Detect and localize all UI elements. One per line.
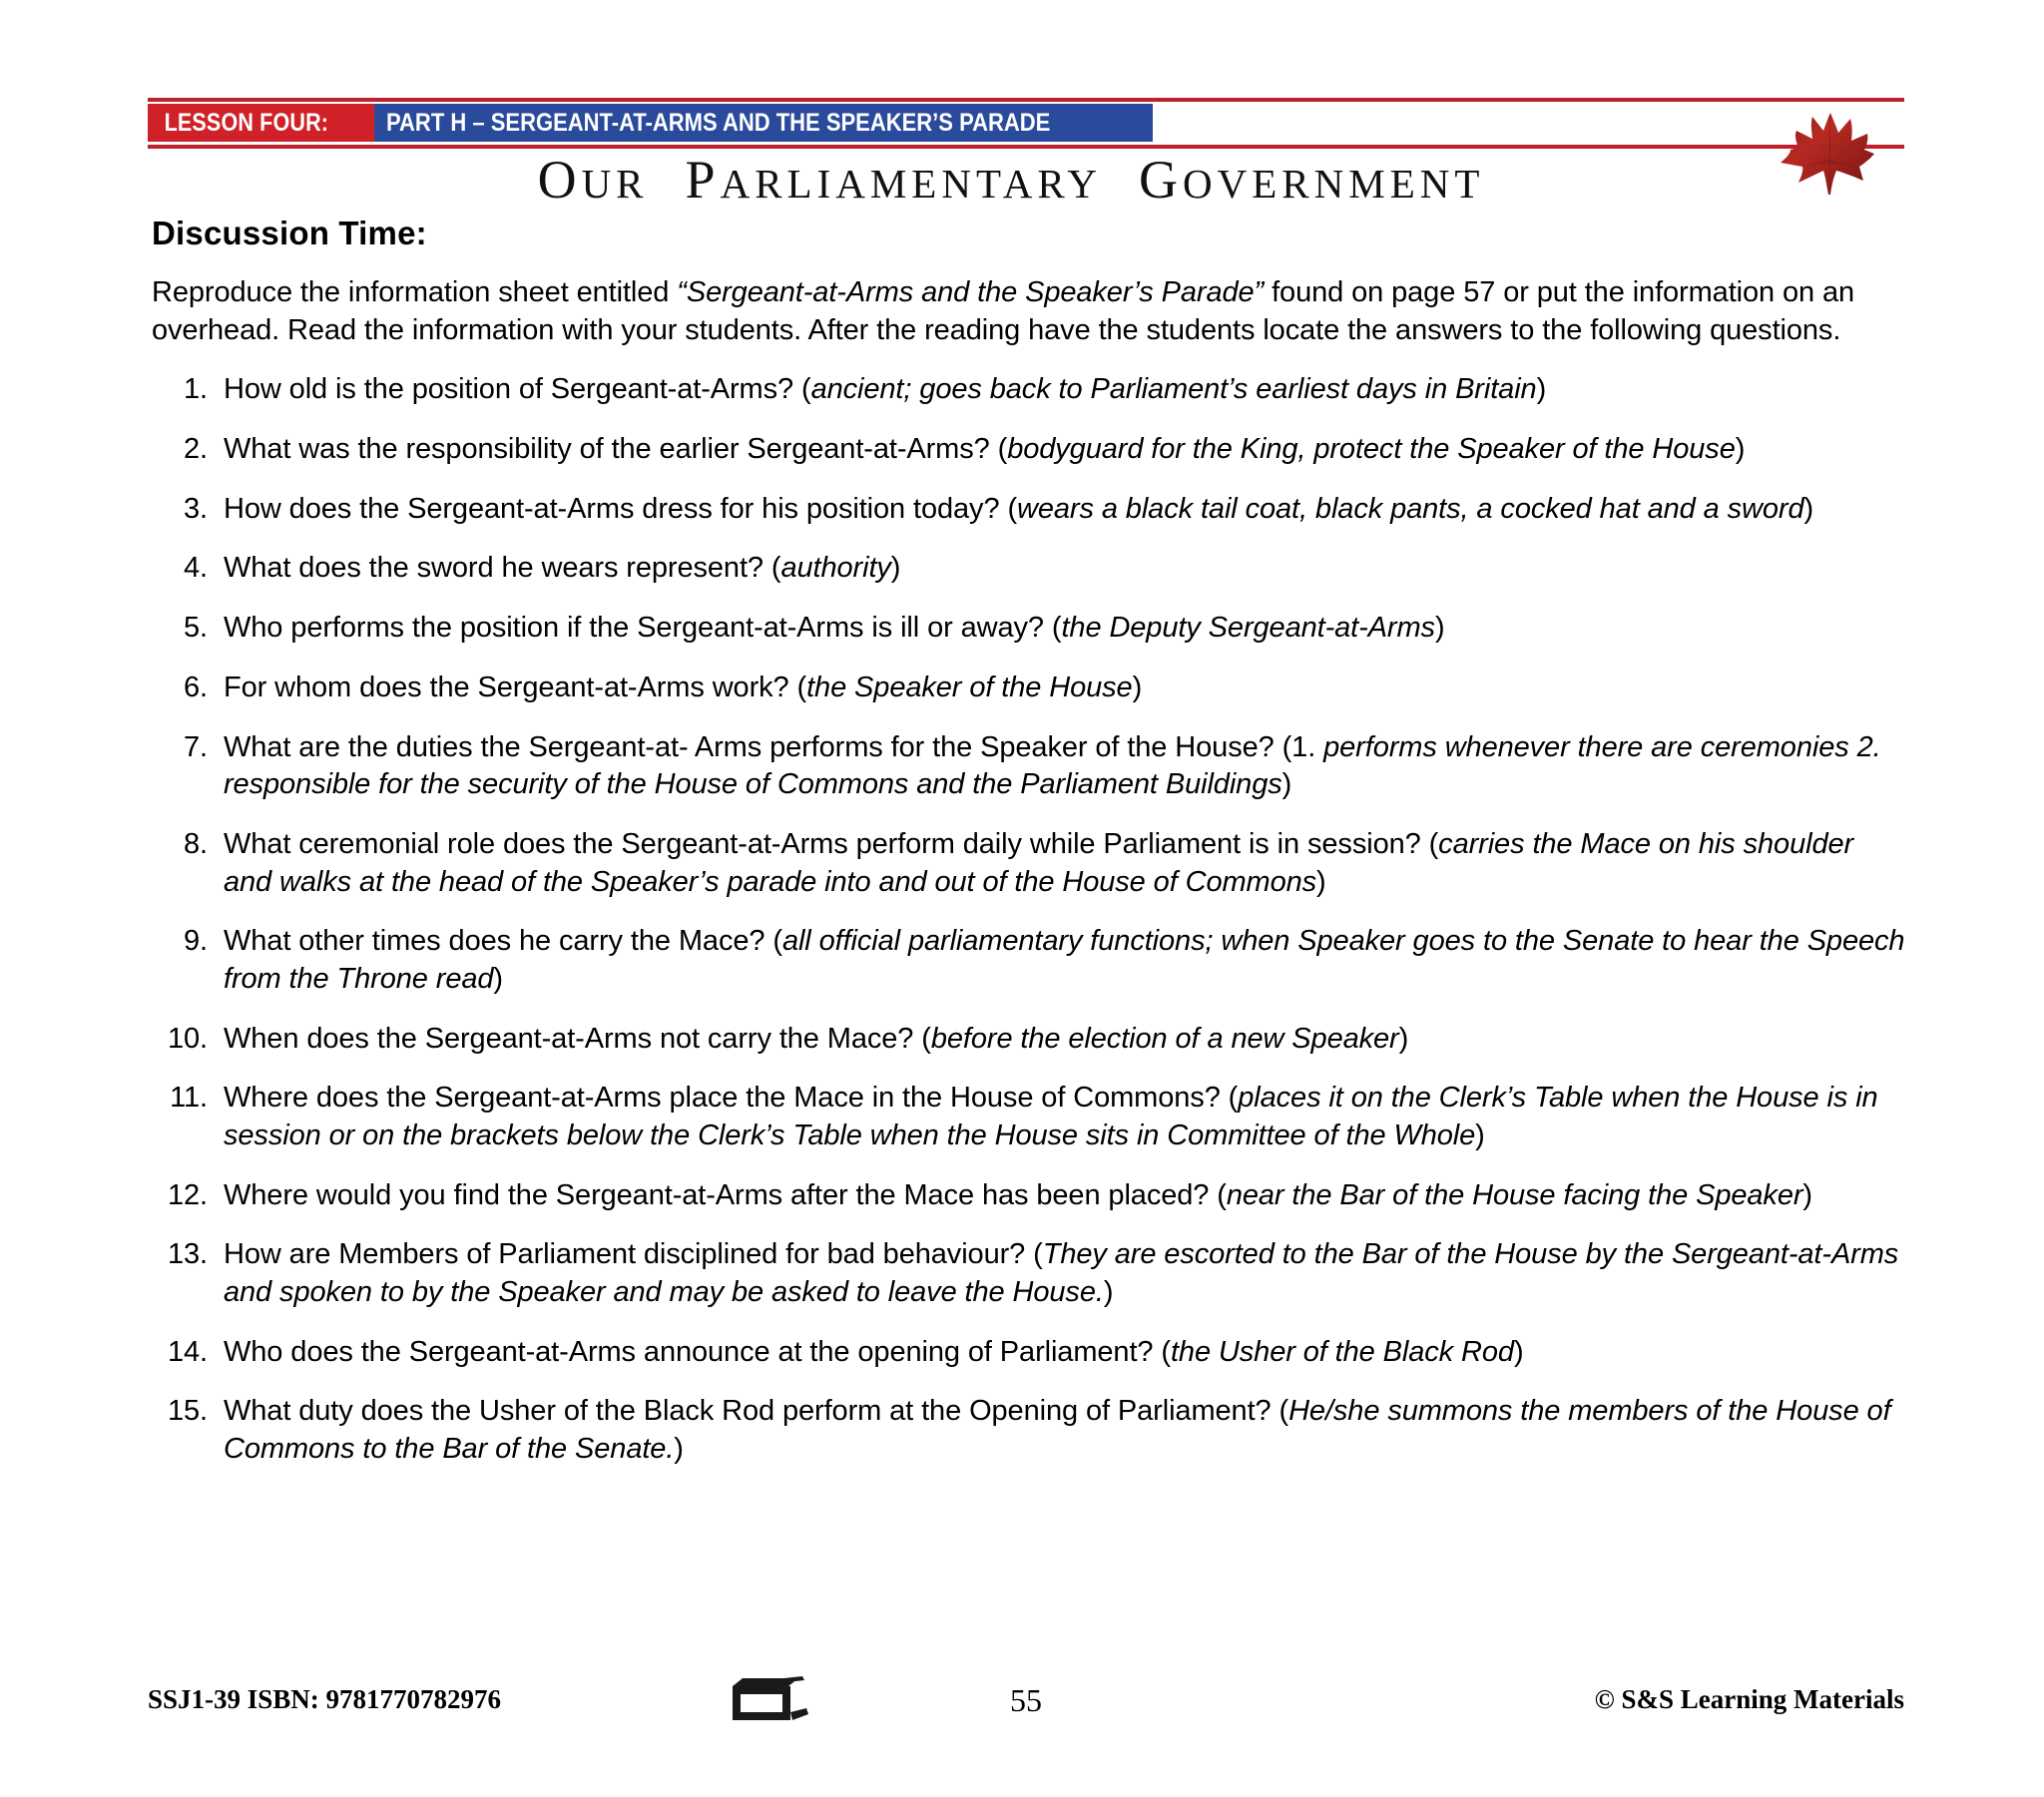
footer-copyright: © S&S Learning Materials	[1594, 1684, 1904, 1714]
question-text: Who performs the position if the Sergeant-at-Arms is ill or away? (	[224, 612, 1062, 645]
header-rule-top	[148, 98, 1904, 102]
question-answer-close: )	[1803, 492, 1814, 525]
question-item	[152, 431, 1908, 469]
part-tag	[374, 104, 1153, 142]
question-answer-close: )	[1398, 1022, 1409, 1055]
question-answer-close: )	[1475, 1120, 1485, 1151]
question-item	[152, 1080, 1908, 1154]
question-number: 1.	[184, 373, 208, 406]
page-footer	[148, 1684, 1904, 1734]
question-answer: wears a black tail coat, black pants, a cocked hat and a sword	[1017, 492, 1804, 525]
question-answer: performs whenever there are ceremonies 2. responsible for the security of the House of Commons and the Parliament Buildings	[224, 730, 1881, 801]
question-answer: places it on the Clerk’s Table when the House is in session or on the brackets below the Clerk’s Table when the House sits in Committee of the Whole	[224, 1082, 1878, 1151]
question-answer-close: )	[1802, 1178, 1812, 1211]
question-item	[152, 1177, 1908, 1215]
part-tag-label: PART H – SERGEANT-AT-ARMS AND THE SPEAKER’S PARADE	[386, 108, 1051, 137]
question-answer-close: )	[1316, 865, 1326, 898]
question-item	[152, 826, 1908, 901]
lesson-tag-label: LESSON FOUR:	[156, 109, 337, 138]
question-text: How are Members of Parliament disciplined for bad behaviour? (	[224, 1238, 1043, 1271]
maple-leaf-icon	[1769, 105, 1888, 205]
question-answer: carries the Mace on his shoulder and walks at the head of the Speaker’s parade into and out of the House of Commons	[224, 827, 1854, 898]
question-answer: the Usher of the Black Rod	[1170, 1335, 1514, 1368]
question-text: How does the Sergeant-at-Arms dress for his position today? (	[224, 492, 1017, 525]
question-number: 6.	[184, 671, 208, 703]
question-answer-close: )	[1536, 373, 1547, 406]
question-text: What are the duties the Sergeant-at- Arms performs for the Speaker of the House? (1.	[224, 730, 1324, 763]
section-heading: Discussion Time:	[152, 215, 427, 251]
intro-italic-title: “Sergeant-at-Arms and the Speaker’s Parade”	[677, 276, 1265, 308]
question-item	[152, 670, 1908, 707]
question-answer-close: )	[1735, 433, 1746, 466]
lesson-tag	[148, 104, 374, 142]
intro-before: Reproduce the information sheet entitled	[152, 276, 678, 308]
question-number: 14.	[167, 1335, 208, 1368]
question-answer: He/she summons the members of the House of Commons to the Bar of the Senate.	[224, 1395, 1891, 1466]
question-number: 13.	[167, 1238, 208, 1271]
question-item	[152, 1236, 1908, 1311]
question-number: 5.	[184, 612, 208, 645]
question-number: 7.	[184, 730, 208, 763]
question-item	[152, 1021, 1908, 1059]
question-text: Who does the Sergeant-at-Arms announce at the opening of Parliament? (	[224, 1335, 1171, 1368]
question-item	[152, 371, 1908, 409]
question-text: What was the responsibility of the earlier Sergeant-at-Arms? (	[224, 433, 1008, 466]
question-text: Where would you find the Sergeant-at-Arms after the Mace has been placed? (	[224, 1178, 1227, 1211]
question-answer: bodyguard for the King, protect the Speaker of the House	[1007, 433, 1736, 466]
question-item	[152, 491, 1908, 529]
question-answer: ancient; goes back to Parliament’s earliest days in Britain	[810, 373, 1537, 406]
question-answer-close: )	[1513, 1335, 1524, 1368]
page-title: OUR PARLIAMENTARY GOVERNMENT	[537, 150, 1485, 210]
intro-paragraph	[152, 274, 1908, 349]
header-tag-row	[148, 104, 1904, 142]
question-number: 12.	[167, 1178, 208, 1211]
question-text: When does the Sergeant-at-Arms not carry the Mace? (	[224, 1022, 931, 1055]
question-answer-close: )	[1103, 1276, 1114, 1309]
question-answer: near the Bar of the House facing the Speaker	[1226, 1178, 1803, 1211]
question-answer: before the election of a new Speaker	[930, 1022, 1399, 1055]
question-item	[152, 923, 1908, 998]
question-number: 10.	[167, 1022, 208, 1055]
question-text: What duty does the Usher of the Black Rod perform at the Opening of Parliament? (	[224, 1395, 1289, 1428]
question-number: 15.	[167, 1395, 208, 1428]
question-text: How old is the position of Sergeant-at-Arms? (	[224, 373, 811, 406]
question-number: 11.	[170, 1082, 208, 1115]
question-item	[152, 610, 1908, 648]
question-text: What other times does he carry the Mace? (	[224, 925, 782, 958]
question-item	[152, 729, 1908, 804]
question-text: Where does the Sergeant-at-Arms place the Mace in the House of Commons? (	[224, 1082, 1239, 1115]
question-number: 9.	[184, 925, 208, 958]
question-list	[152, 371, 1908, 1468]
question-answer-close: )	[1281, 768, 1292, 801]
question-number: 2.	[184, 433, 208, 466]
question-answer: the Deputy Sergeant-at-Arms	[1061, 612, 1435, 645]
question-answer-close: )	[493, 962, 503, 995]
header-title-row	[148, 149, 1904, 211]
question-item	[152, 550, 1908, 588]
page-number: 55	[1010, 1682, 1042, 1718]
question-answer: authority	[780, 552, 891, 585]
question-text: What ceremonial role does the Sergeant-at-Arms perform daily while Parliament is in session? (	[224, 827, 1439, 860]
question-number: 3.	[184, 492, 208, 525]
question-answer: the Speaker of the House	[806, 671, 1133, 703]
question-item	[152, 1393, 1908, 1468]
question-text: What does the sword he wears represent? (	[224, 552, 781, 585]
question-number: 8.	[184, 827, 208, 860]
page-content	[152, 215, 1908, 1491]
footer-isbn: SSJ1-39 ISBN: 9781770782976	[148, 1684, 502, 1714]
question-answer-close: )	[890, 552, 901, 585]
question-text: For whom does the Sergeant-at-Arms work? (	[224, 671, 807, 703]
question-answer: They are escorted to the Bar of the House by the Sergeant-at-Arms and spoken to by the Speaker and may be asked to leave the House.	[224, 1238, 1899, 1309]
question-answer: all official parliamentary functions; when Speaker goes to the Senate to hear the Speech from the Throne read	[224, 925, 1905, 995]
question-number: 4.	[184, 552, 208, 585]
page-header	[148, 98, 1904, 211]
question-answer-close: )	[674, 1433, 684, 1466]
intro-after: found on page 57 or put the information on an overhead. Read the information with your students. After the reading have the students locate the answers to the following questions.	[152, 276, 1855, 346]
question-answer-close: )	[1434, 612, 1445, 645]
question-answer-close: )	[1132, 671, 1143, 703]
question-item	[152, 1334, 1908, 1372]
